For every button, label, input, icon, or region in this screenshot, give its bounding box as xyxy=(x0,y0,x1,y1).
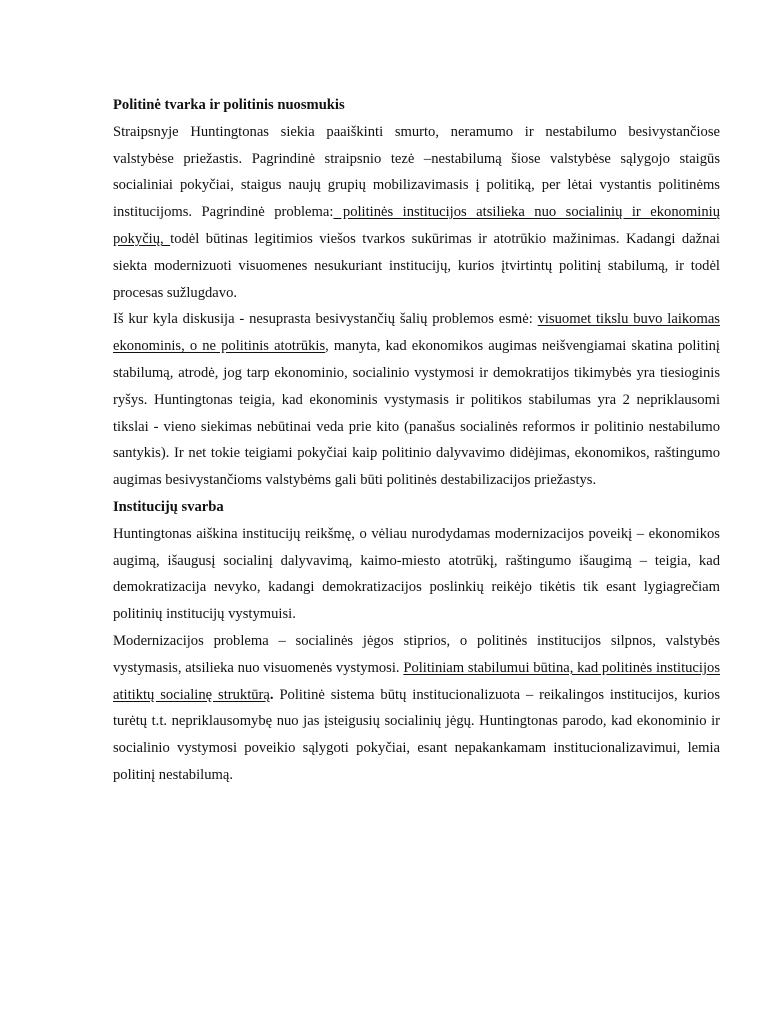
underlined-text: politinės institucijos atsilieka nuo socialinių ir ekonominių pokyčių, xyxy=(113,204,720,247)
paragraph-text: Politinė sistema būtų institucionalizuota – reikalingos institucijos, kurios turėtų t.t. nepriklausomybę nuo jas įsteigusių socialinių jėgų. Huntingtonas parodo, kad ekonominio ir socialinio vystymosi poveikio sąlygoti pokyčiai, esant nepakankamam institucionalizavimui, lemia politinį nestabilumą. xyxy=(113,686,720,783)
document-body xyxy=(113,92,720,789)
bold-period: . xyxy=(269,686,274,703)
paragraph-discussion xyxy=(113,306,720,494)
underlined-text: visuomet tikslu buvo laikomas ekonominis, o ne politinis atotrūkis xyxy=(113,311,720,355)
underlined-text: Politiniam stabilumui būtina, kad politinės institucijos atitiktų socialinę struktūrą xyxy=(113,659,720,703)
paragraph-text: Iš kur kyla diskusija - nesuprasta besivystančių šalių problemos esmė: xyxy=(113,311,538,328)
paragraph-text: , manyta, kad ekonomikos augimas neišvengiamai skatina politinį stabilumą, atrodė, jog tarp ekonominio, socialinio vystymosi ir demokratijos tikimybės yra tiesioginis ryšys. Huntingtonas teigia, kad ekonominis vystymasis ir politikos stabilumas yra 2 nepriklausomi tikslai - vieno siekimas nebūtinai veda prie kito (panašus socialinės reformos ir politinio nestabilumo santykis). Ir net tokie teigiami pokyčiai kaip politinio dalyvavimo didėjimas, ekonomikos, raštingumo augimas besivystančioms valstybėms gali būti politinės destabilizacijos priežastys. xyxy=(113,338,720,489)
paragraph-modernization xyxy=(113,628,720,789)
section-heading-institutions: Institucijų svarba xyxy=(113,498,224,515)
paragraph-text: Straipsnyje Huntingtonas siekia paaiškinti smurto, neramumo ir nestabilumo besivystančiose valstybėse priežastis. Pagrindinė straipsnio tezė –nestabilumą šiose valstybėse sąlygojo staigūs socialiniai pokyčiai, staigus naujų grupių mobilizavimasis į politiką, per lėtai vystantis politinėms institucijoms. Pagrindinė problema: xyxy=(113,123,720,221)
paragraph-intro xyxy=(113,119,720,307)
paragraph-institutions: Huntingtonas aiškina institucijų reikšmę, o vėliau nurodydamas modernizacijos poveikį – ekonomikos augimą, išaugusį socialinį dalyvavimą, kaimo-miesto atotrūkį, raštingumo išaugimą – teigia, kad demokratizacija nevyko, kadangi demokratizacijos poslinkių reikėjo tikėtis tik esant lygiagrečiam politinių institucijų vystymuisi. xyxy=(113,525,720,623)
paragraph-text: Modernizacijos problema – socialinės jėgos stiprios, o politinės institucijos silpnos, valstybės vystymasis, atsilieka nuo visuomenės vystymosi. xyxy=(113,632,720,676)
section-heading-political-order: Politinė tvarka ir politinis nuosmukis xyxy=(113,97,345,113)
paragraph-text: todėl būtinas legitimios viešos tvarkos sukūrimas ir atotrūkio mažinimas. Kadangi dažnai siekta modernizuoti visuomenes nesukuriant institucijų, kurios įtvirtintų politinį stabilumą, ir todėl procesas sužlugdavo. xyxy=(113,230,720,301)
